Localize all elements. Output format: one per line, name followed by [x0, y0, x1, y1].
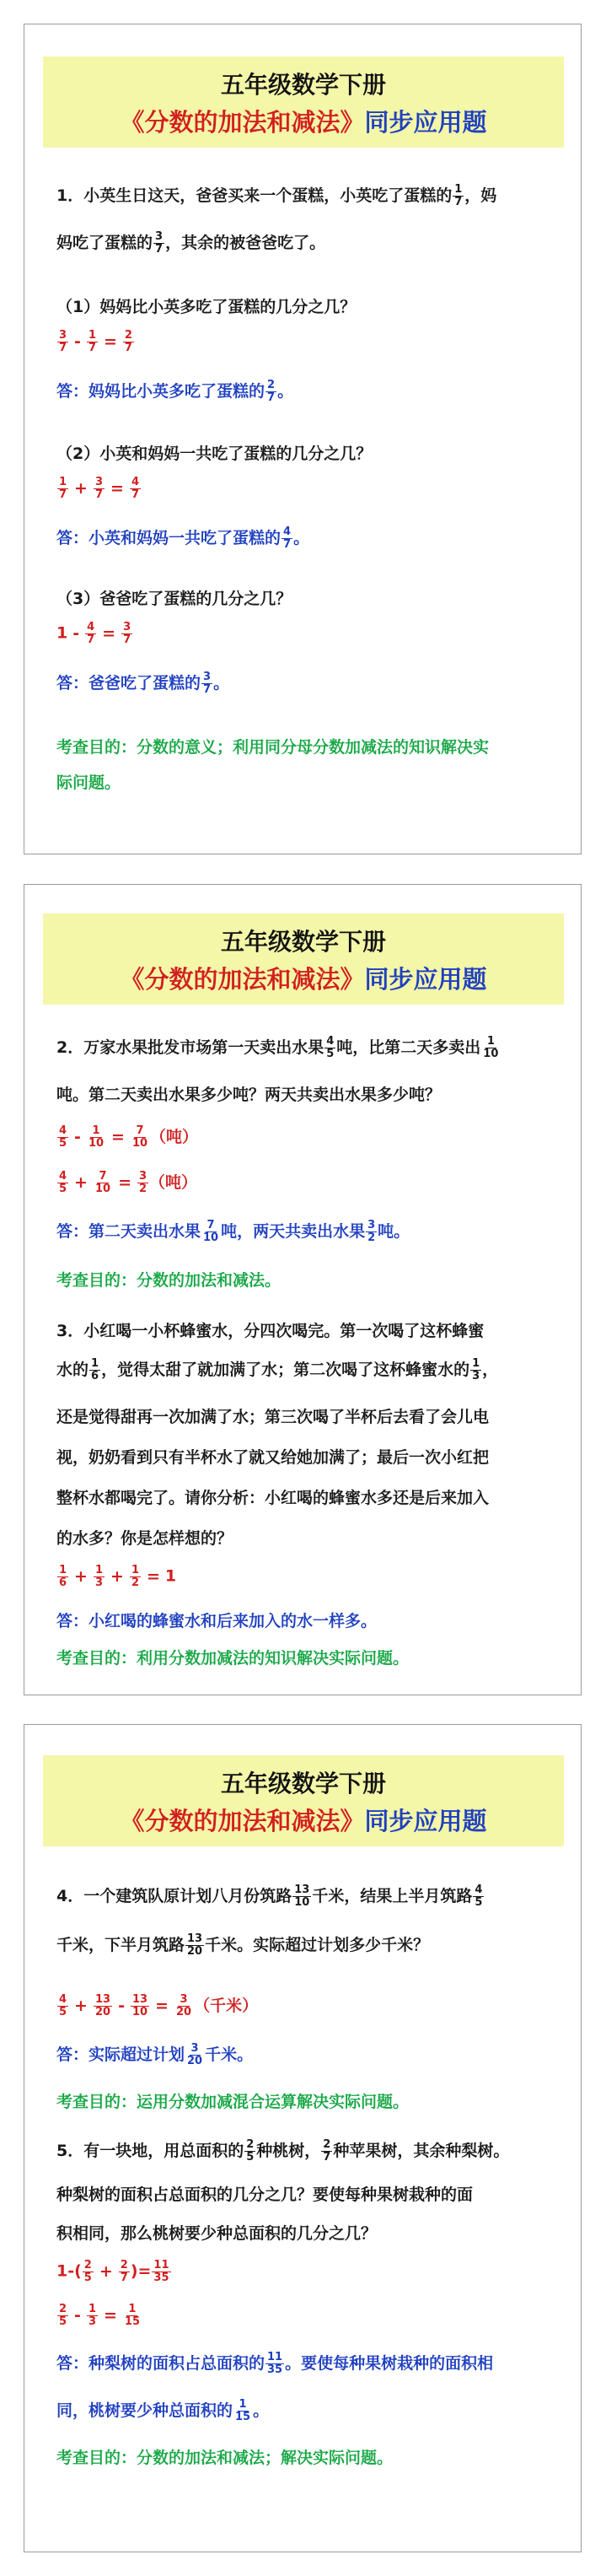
problem-1-text-1: 1．小英生日这天，爸爸买来一个蛋糕，小英吃了蛋糕的 $\frac{1}{7}$ ，妈	[56, 183, 497, 208]
answer-5: 答：小红喝的蜂蜜水和后来加入的水一样多。	[56, 1612, 378, 1630]
answer-1: 答：妈妈比小英多吃了蛋糕的 $\frac{2}{7}$ 。	[56, 379, 294, 404]
answer-2: 答：小英和妈妈一共吃了蛋糕的 $\frac{4}{7}$ 。	[56, 525, 310, 551]
lesson-title: 《分数的加法和减法》同步应用题	[120, 965, 487, 994]
subquestion-3: （3）爸爸吃了蛋糕的几分之几？	[56, 590, 292, 608]
calc-8: 1-( $\frac{2}{5}$ + $\frac{2}{7}$ )= $\frac{11}{35}$	[56, 2259, 169, 2284]
purpose-4: 考查目的：运用分数加减混合运算解决实际问题。	[56, 2093, 410, 2111]
problem-2-text-1: 2．万家水果批发市场第一天卖出水果 $\frac{4}{5}$ 吨，比第二天多卖出 $\frac{1}{10}$	[56, 1035, 499, 1060]
purpose-1-cont: 际问题。	[56, 773, 121, 792]
header-banner	[43, 57, 564, 148]
problem-5-text-1: 5．有一块地，用总面积的 $\frac{2}{5}$ 种桃树， $\frac{2}{7}$ 种苹果树，其余种梨树。	[56, 2138, 510, 2164]
problem-3-text-6: 的水多？你是怎样想的？	[56, 1529, 233, 1548]
problem-3-text-4: 视，奶奶看到只有半杯水了就又给她加满了；最后一次小红把	[56, 1448, 490, 1467]
header-banner	[43, 913, 564, 1005]
grade-title: 五年级数学下册	[220, 1770, 386, 1797]
grade-title: 五年级数学下册	[220, 928, 386, 956]
purpose-3: 考查目的：利用分数加减法的知识解决实际问题。	[56, 1649, 410, 1668]
problem-4-text-2: 千米，下半月筑路 $\frac{13}{20}$ 千米。实际超过计划多少千米？	[56, 1932, 430, 1958]
answer-6: 答：实际超过计划 $\frac{3}{20}$ 千米。	[56, 2042, 254, 2067]
purpose-1: 考查目的：分数的意义；利用同分母分数加减法的知识解决实	[56, 738, 490, 757]
lesson-title: 《分数的加法和减法》同步应用题	[120, 108, 487, 137]
calc-9: $\frac{2}{5}$ - $\frac{1}{3}$ = $\frac{1}{15}$	[59, 2303, 140, 2328]
answer-3: 答：爸爸吃了蛋糕的 $\frac{3}{7}$ 。	[56, 671, 230, 696]
answer-7: 答：种梨树的面积占总面积的 $\frac{11}{35}$ 。要使每种果树栽种的面积相	[56, 2351, 494, 2376]
calc-7: $\frac{4}{5}$ + $\frac{13}{20}$ - $\frac{13}{10}$ = $\frac{3}{20}$ （千米）	[59, 1993, 259, 2018]
problem-3-text-2: 水的 $\frac{1}{6}$ ，觉得太甜了就加满了水；第二次喝了这杯蜂蜜水的 $\frac{1}{3}$ ，	[56, 1357, 499, 1382]
calc-1: $\frac{3}{7}$ - $\frac{1}{7}$ = $\frac{2}{7}$	[59, 329, 132, 354]
problem-1-text-2: 妈吃了蛋糕的 $\frac{3}{7}$ ，其余的被爸爸吃了。	[56, 230, 326, 256]
problem-5-text-3: 积相同，那么桃树要少种总面积的几分之几？	[56, 2224, 378, 2243]
subquestion-1: （1）妈妈比小英多吃了蛋糕的几分之几？	[56, 298, 357, 316]
problem-3-text-5: 整杯水都喝完了。请你分析：小红喝的蜂蜜水多还是后来加入	[56, 1489, 490, 1507]
problem-card-2	[24, 884, 582, 1695]
problem-5-text-2: 种梨树的面积占总面积的几分之几？要使每种果树栽种的面	[56, 2185, 474, 2204]
answer-7-cont: 同，桃树要少种总面积的 $\frac{1}{15}$ 。	[56, 2398, 270, 2423]
calc-3: 1 - $\frac{4}{7}$ = $\frac{3}{7}$	[56, 621, 131, 646]
problem-card-1	[24, 24, 582, 854]
calc-5: $\frac{4}{5}$ + $\frac{7}{10}$ = $\frac{3}{2}$ （吨）	[59, 1170, 198, 1195]
calc-4: $\frac{4}{5}$ - $\frac{1}{10}$ = $\frac{7}{10}$ （吨）	[59, 1124, 199, 1150]
header-banner	[43, 1755, 564, 1846]
purpose-2: 考查目的：分数的加法和减法。	[56, 1271, 282, 1290]
lesson-title: 《分数的加法和减法》同步应用题	[120, 1807, 487, 1835]
grade-title: 五年级数学下册	[220, 71, 386, 99]
answer-4: 答：第二天卖出水果 $\frac{7}{10}$ 吨，两天共卖出水果 $\frac{3}{2}$ 吨。	[56, 1219, 410, 1244]
calc-2: $\frac{1}{7}$ + $\frac{3}{7}$ = $\frac{4}{7}$	[59, 476, 139, 501]
subquestion-2: （2）小英和妈妈一共吃了蛋糕的几分之几？	[56, 445, 373, 463]
problem-3-text-1: 3．小红喝一小杯蜂蜜水，分四次喝完。第一次喝了这杯蜂蜜	[56, 1322, 485, 1340]
calc-6: $\frac{1}{6}$ + $\frac{1}{3}$ + $\frac{1}{2}$ = 1	[59, 1564, 177, 1589]
problem-card-3	[24, 1724, 582, 2552]
purpose-5: 考查目的：分数的加法和减法；解决实际问题。	[56, 2449, 394, 2467]
problem-2-text-2: 吨。第二天卖出水果多少吨？两天共卖出水果多少吨？	[56, 1086, 442, 1104]
problem-3-text-3: 还是觉得甜再一次加满了水；第三次喝了半杯后去看了会儿电	[56, 1408, 490, 1426]
problem-4-text-1: 4．一个建筑队原计划八月份筑路 $\frac{13}{10}$ 千米，结果上半月筑路 $\frac{4}{5}$	[56, 1883, 483, 1909]
